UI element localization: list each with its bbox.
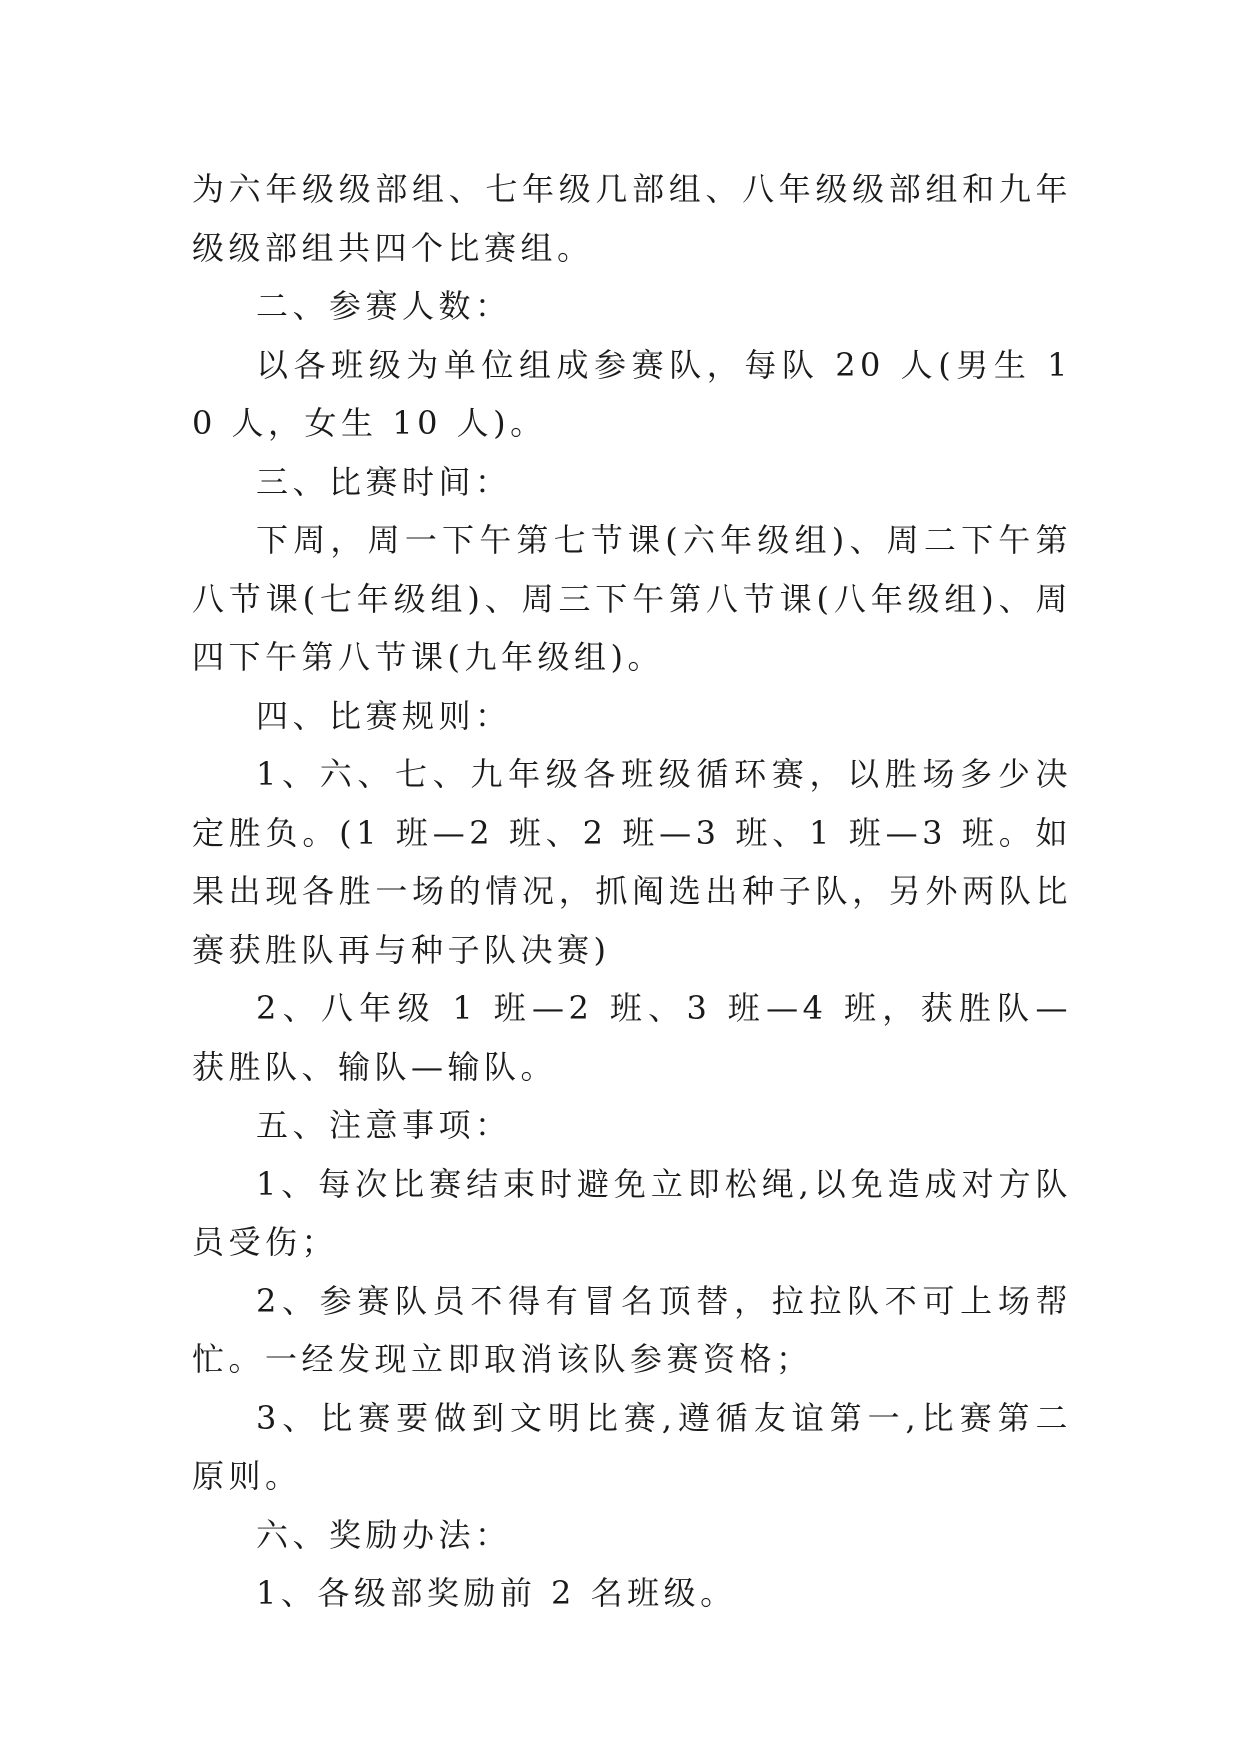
paragraph-note-2: 2、参赛队员不得有冒名顶替，拉拉队不可上场帮忙。一经发现立即取消该队参赛资格； <box>192 1281 1072 1378</box>
document-body <box>192 160 1072 1623</box>
paragraph-note-3: 3、比赛要做到文明比赛,遵循友谊第一,比赛第二原则。 <box>192 1398 1072 1495</box>
paragraph-rule-1: 1、六、七、九年级各班级循环赛，以胜场多少决定胜负。(1 班—2 班、2 班—3 班、1 班—3 班。如果出现各胜一场的情况，抓阄选出种子队，另外两队比赛获胜队再与种子队决赛) <box>192 755 1072 969</box>
heading-schedule: 三、比赛时间： <box>256 462 512 501</box>
paragraph-note-1: 1、每次比赛结束时避免立即松绳,以免造成对方队员受伤； <box>192 1164 1072 1261</box>
paragraph-schedule: 下周，周一下午第七节课(六年级组)、周二下午第八节课(七年级组)、周三下午第八节课(八年级组)、周四下午第八节课(九年级组)。 <box>192 521 1072 676</box>
heading-notes: 五、注意事项： <box>256 1106 512 1144</box>
heading-rules: 四、比赛规则： <box>256 696 512 735</box>
paragraph-award-1: 1、各级部奖励前 2 名班级。 <box>256 1574 737 1612</box>
heading-awards: 六、奖励办法： <box>256 1515 512 1554</box>
paragraph-participants: 以各班级为单位组成参赛队，每队 20 人(男生 10 人，女生 10 人)。 <box>192 345 1072 442</box>
paragraph-competition-groups: 为六年级级部组、七年级几部组、八年级级部组和九年级级部组共四个比赛组。 <box>192 170 1072 267</box>
heading-participants: 二、参赛人数： <box>256 287 512 325</box>
paragraph-rule-2: 2、八年级 1 班—2 班、3 班—4 班，获胜队—获胜队、输队—输队。 <box>192 989 1072 1086</box>
